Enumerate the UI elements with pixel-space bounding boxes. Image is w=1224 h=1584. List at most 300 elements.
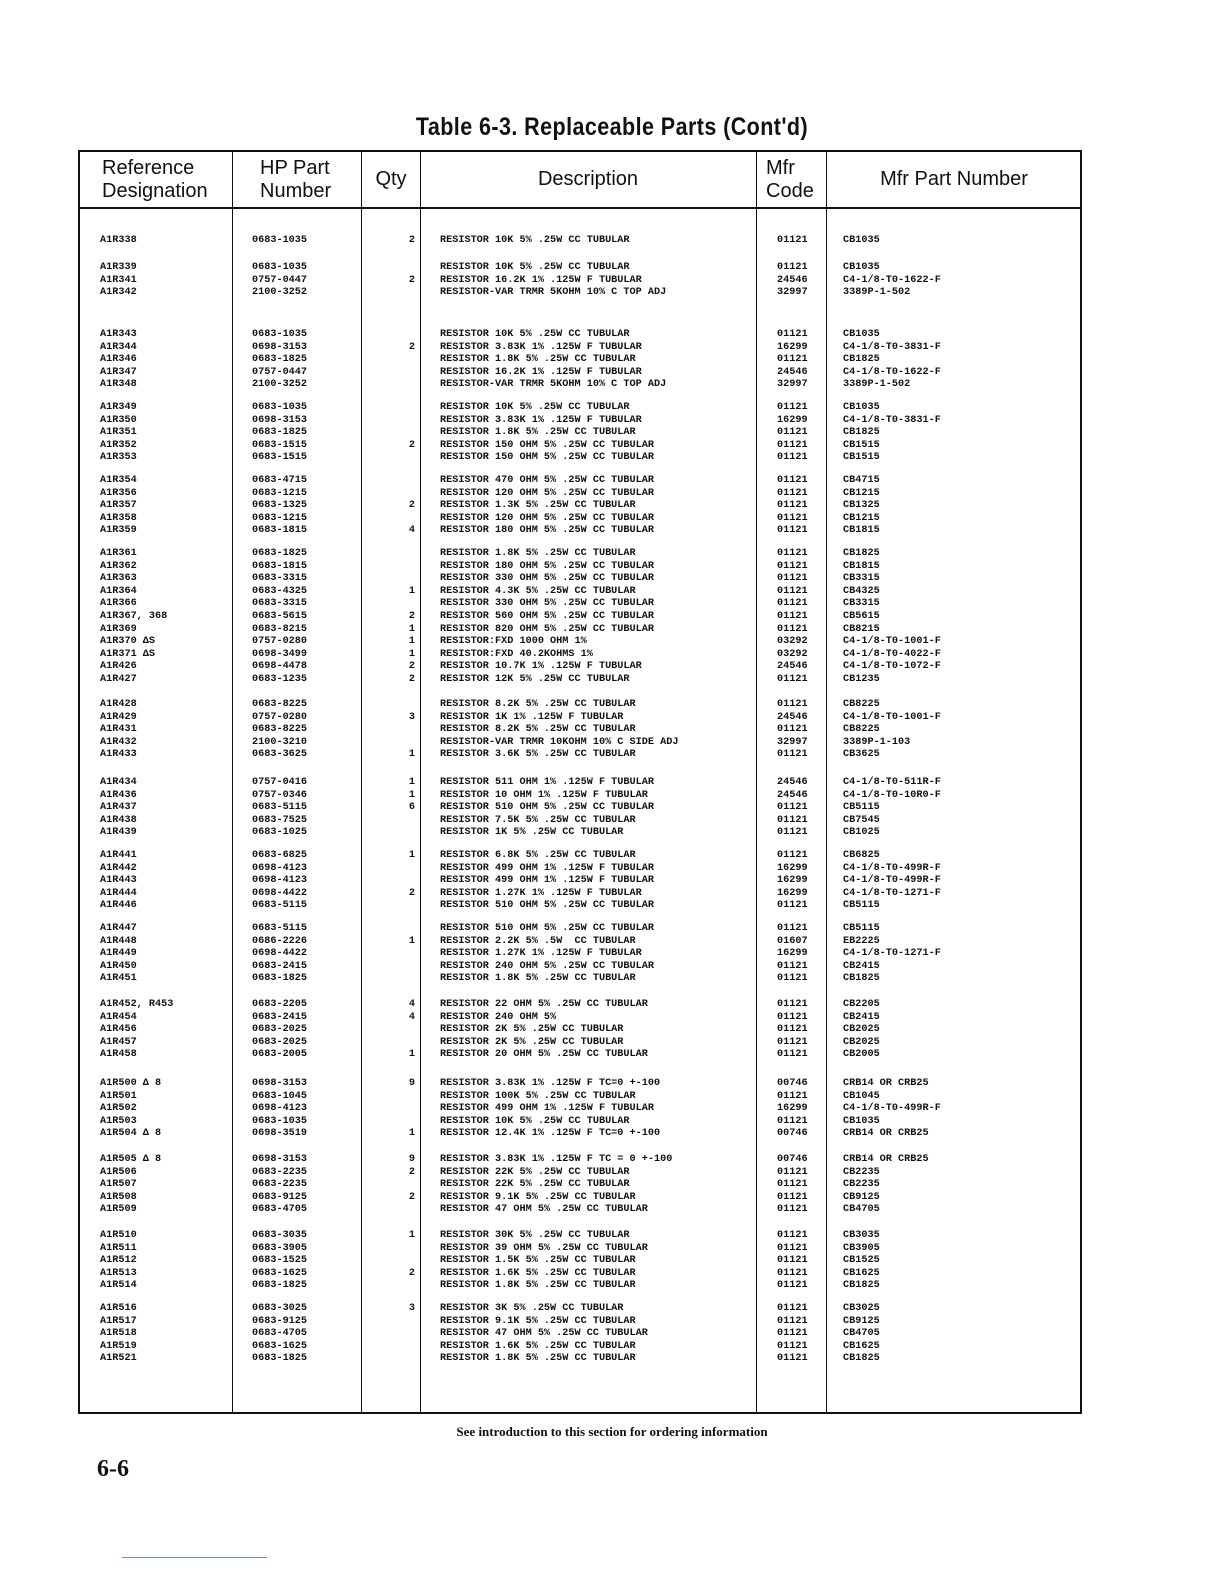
hp-part-number-cell: 0683-2025 bbox=[252, 1024, 308, 1036]
mfr-part-number-cell: CB1525 bbox=[843, 1255, 880, 1267]
quantity-cell: 4 bbox=[408, 525, 415, 537]
hp-part-number-cell: 0683-3315 bbox=[252, 573, 308, 585]
reference-designation-cell: A1R338 bbox=[100, 235, 137, 246]
mfr-code-cell: 01121 bbox=[777, 548, 808, 559]
reference-designation-cell: A1R519 bbox=[100, 1340, 137, 1352]
reference-designation-cell: A1R516 bbox=[100, 1303, 137, 1314]
quantity-cell: 1 bbox=[408, 777, 415, 788]
mfr-code-cell: 01121 bbox=[777, 623, 808, 635]
reference-designation-cell: A1R367, 368 bbox=[100, 610, 168, 622]
description-cell: RESISTOR 4.3K 5% .25W CC TUBULAR bbox=[440, 585, 636, 597]
description-cell: RESISTOR 1.6K 5% .25W CC TUBULAR bbox=[440, 1340, 636, 1352]
reference-designation-cell: A1R454 bbox=[100, 1011, 137, 1023]
reference-designation-cell: A1R505 Δ 8 bbox=[100, 1154, 162, 1165]
description-cell: RESISTOR 8.2K 5% .25W CC TUBULAR bbox=[440, 724, 636, 736]
description-cell: RESISTOR 47 OHM 5% .25W CC TUBULAR bbox=[440, 1204, 648, 1216]
mfr-code-cell: 24546 bbox=[777, 274, 808, 286]
mfr-part-number-cell: C4-1/8-T0-511R-F bbox=[843, 777, 941, 788]
row-group bbox=[80, 1078, 1080, 1141]
mfr-code-cell: 01121 bbox=[777, 1242, 808, 1254]
table-row bbox=[80, 1116, 1080, 1129]
quantity-cell: 4 bbox=[408, 999, 415, 1010]
reference-designation-cell: A1R438 bbox=[100, 814, 137, 826]
mfr-code-cell: 01121 bbox=[777, 1049, 808, 1061]
hp-part-number-cell: 0683-2005 bbox=[252, 1049, 308, 1061]
mfr-part-number-cell: CB3625 bbox=[843, 749, 880, 761]
mfr-code-cell: 01121 bbox=[777, 487, 808, 499]
reference-designation-cell: A1R370 ΔS bbox=[100, 636, 156, 648]
description-cell: RESISTOR 510 OHM 5% .25W CC TUBULAR bbox=[440, 923, 654, 934]
mfr-code-cell: 01121 bbox=[777, 900, 808, 912]
mfr-part-number-cell: CB1515 bbox=[843, 452, 880, 464]
reference-designation-cell: A1R441 bbox=[100, 850, 137, 861]
quantity-cell: 2 bbox=[408, 1191, 415, 1203]
mfr-part-number-cell: CB1045 bbox=[843, 1090, 880, 1102]
mfr-part-number-cell: CB1825 bbox=[843, 1353, 880, 1365]
quantity-cell: 9 bbox=[408, 1154, 415, 1165]
table-row bbox=[80, 1167, 1080, 1180]
table-row bbox=[80, 440, 1080, 453]
table-title: Table 6-3. Replaceable Parts (Cont'd) bbox=[415, 113, 809, 141]
mfr-code-cell: 01121 bbox=[777, 525, 808, 537]
hp-part-number-cell: 0757-0447 bbox=[252, 366, 308, 378]
mfr-part-number-cell: CB1825 bbox=[843, 548, 880, 559]
description-cell: RESISTOR 820 OHM 5% .25W CC TUBULAR bbox=[440, 623, 654, 635]
mfr-part-number-cell: C4-1/8-T0-1001-F bbox=[843, 711, 941, 723]
hp-part-number-cell: 0698-4478 bbox=[252, 661, 308, 673]
mfr-part-number-cell: CRB14 OR CRB25 bbox=[843, 1078, 929, 1089]
mfr-code-cell: 01121 bbox=[777, 1115, 808, 1127]
quantity-cell: 2 bbox=[408, 439, 415, 451]
quantity-cell: 2 bbox=[408, 1166, 415, 1178]
mfr-part-number-cell: C4-1/8-T0-1622-F bbox=[843, 274, 941, 286]
table-row bbox=[80, 367, 1080, 380]
mfr-part-number-cell: CB1825 bbox=[843, 427, 880, 439]
hp-part-number-cell: 0683-1825 bbox=[252, 354, 308, 366]
description-cell: RESISTOR 10K 5% .25W CC TUBULAR bbox=[440, 235, 630, 246]
table-row bbox=[80, 961, 1080, 974]
mfr-code-cell: 01121 bbox=[777, 1328, 808, 1340]
mfr-part-number-cell: C4-1/8-T0-499R-F bbox=[843, 875, 941, 887]
mfr-part-number-cell: 3389P-1-502 bbox=[843, 287, 911, 299]
mfr-code-cell: 24546 bbox=[777, 661, 808, 673]
hp-part-number-cell: 0757-0280 bbox=[252, 711, 308, 723]
description-cell: RESISTOR 1K 1% .125W F TUBULAR bbox=[440, 711, 624, 723]
table-row bbox=[80, 624, 1080, 637]
table-row bbox=[80, 275, 1080, 288]
hp-part-number-cell: 0683-4705 bbox=[252, 1204, 308, 1216]
mfr-code-cell: 01121 bbox=[777, 1191, 808, 1203]
table-row bbox=[80, 379, 1080, 392]
hp-part-number-cell: 0698-4123 bbox=[252, 862, 308, 874]
table-row bbox=[80, 1204, 1080, 1217]
reference-designation-cell: A1R507 bbox=[100, 1179, 137, 1191]
mfr-code-cell: 01121 bbox=[777, 512, 808, 524]
table-row bbox=[80, 815, 1080, 828]
reference-designation-cell: A1R428 bbox=[100, 699, 137, 710]
reference-designation-cell: A1R339 bbox=[100, 262, 137, 273]
header-qty: Qty bbox=[375, 168, 407, 190]
mfr-part-number-cell: CB1815 bbox=[843, 525, 880, 537]
description-cell: RESISTOR 1.8K 5% .25W CC TUBULAR bbox=[440, 427, 636, 439]
header-description: Description bbox=[537, 168, 639, 190]
table-row bbox=[80, 329, 1080, 342]
mfr-code-cell: 01121 bbox=[777, 573, 808, 585]
mfr-part-number-cell: CB2005 bbox=[843, 1049, 880, 1061]
reference-designation-cell: A1R432 bbox=[100, 736, 137, 748]
description-cell: RESISTOR 20 OHM 5% .25W CC TUBULAR bbox=[440, 1049, 648, 1061]
mfr-code-cell: 01121 bbox=[777, 827, 808, 839]
hp-part-number-cell: 0683-1515 bbox=[252, 439, 308, 451]
quantity-cell: 1 bbox=[408, 749, 415, 761]
reference-designation-cell: A1R433 bbox=[100, 749, 137, 761]
reference-designation-cell: A1R434 bbox=[100, 777, 137, 788]
mfr-part-number-cell: CB1325 bbox=[843, 500, 880, 512]
mfr-code-cell: 01121 bbox=[777, 1011, 808, 1023]
mfr-code-cell: 16299 bbox=[777, 875, 808, 887]
hp-part-number-cell: 0683-3315 bbox=[252, 598, 308, 610]
mfr-part-number-cell: CB1825 bbox=[843, 973, 880, 985]
reference-designation-cell: A1R359 bbox=[100, 525, 137, 537]
mfr-code-cell: 01121 bbox=[777, 673, 808, 685]
reference-designation-cell: A1R446 bbox=[100, 900, 137, 912]
hp-part-number-cell: 0683-3625 bbox=[252, 749, 308, 761]
description-cell: RESISTOR 9.1K 5% .25W CC TUBULAR bbox=[440, 1191, 636, 1203]
table-row bbox=[80, 1128, 1080, 1141]
table-row bbox=[80, 475, 1080, 488]
mfr-part-number-cell: CB3315 bbox=[843, 598, 880, 610]
reference-designation-cell: A1R513 bbox=[100, 1267, 137, 1279]
mfr-part-number-cell: CB5115 bbox=[843, 900, 880, 912]
hp-part-number-cell: 0683-8225 bbox=[252, 724, 308, 736]
mfr-code-cell: 01121 bbox=[777, 1303, 808, 1314]
table-row bbox=[80, 1255, 1080, 1268]
description-cell: RESISTOR 1.27K 1% .125W F TUBULAR bbox=[440, 887, 642, 899]
table-row bbox=[80, 1012, 1080, 1025]
description-cell: RESISTOR 3K 5% .25W CC TUBULAR bbox=[440, 1303, 624, 1314]
mfr-part-number-cell: CB1625 bbox=[843, 1267, 880, 1279]
mfr-part-number-cell: CB2415 bbox=[843, 960, 880, 972]
mfr-part-number-cell: CB1035 bbox=[843, 329, 880, 340]
mfr-part-number-cell: C4-1/8-T0-1072-F bbox=[843, 661, 941, 673]
table-row bbox=[80, 573, 1080, 586]
hp-part-number-cell: 0683-8215 bbox=[252, 623, 308, 635]
reference-designation-cell: A1R350 bbox=[100, 414, 137, 426]
mfr-code-cell: 24546 bbox=[777, 366, 808, 378]
description-cell: RESISTOR 1.5K 5% .25W CC TUBULAR bbox=[440, 1255, 636, 1267]
mfr-part-number-cell: CB2205 bbox=[843, 999, 880, 1010]
mfr-code-cell: 16299 bbox=[777, 887, 808, 899]
hp-part-number-cell: 0683-1625 bbox=[252, 1340, 308, 1352]
hp-part-number-cell: 0683-5115 bbox=[252, 923, 308, 934]
reference-designation-cell: A1R514 bbox=[100, 1280, 137, 1292]
table-row bbox=[80, 999, 1080, 1012]
table-row bbox=[80, 1024, 1080, 1037]
hp-part-number-cell: 0683-1825 bbox=[252, 973, 308, 985]
quantity-cell: 3 bbox=[408, 1303, 415, 1314]
mfr-code-cell: 01121 bbox=[777, 1255, 808, 1267]
table-row bbox=[80, 354, 1080, 367]
row-group bbox=[80, 923, 1080, 986]
row-group bbox=[80, 262, 1080, 300]
reference-designation-cell: A1R358 bbox=[100, 512, 137, 524]
table-row bbox=[80, 948, 1080, 961]
reference-designation-cell: A1R351 bbox=[100, 427, 137, 439]
description-cell: RESISTOR 6.8K 5% .25W CC TUBULAR bbox=[440, 850, 636, 861]
mfr-part-number-cell: CB9125 bbox=[843, 1191, 880, 1203]
description-cell: RESISTOR:FXD 1000 OHM 1% bbox=[440, 636, 587, 648]
description-cell: RESISTOR 3.83K 1% .125W F TUBULAR bbox=[440, 414, 642, 426]
mfr-code-cell: 32997 bbox=[777, 379, 808, 391]
quantity-cell: 2 bbox=[408, 500, 415, 512]
reference-designation-cell: A1R431 bbox=[100, 724, 137, 736]
mfr-code-cell: 01121 bbox=[777, 427, 808, 439]
table-row bbox=[80, 1328, 1080, 1341]
mfr-code-cell: 01121 bbox=[777, 1090, 808, 1102]
description-cell: RESISTOR 9.1K 5% .25W CC TUBULAR bbox=[440, 1315, 636, 1327]
mfr-part-number-cell: CB1825 bbox=[843, 1280, 880, 1292]
hp-part-number-cell: 0757-0416 bbox=[252, 777, 308, 788]
mfr-part-number-cell: CB1825 bbox=[843, 354, 880, 366]
mfr-part-number-cell: CB1035 bbox=[843, 402, 880, 413]
description-cell: RESISTOR 1.3K 5% .25W CC TUBULAR bbox=[440, 500, 636, 512]
hp-part-number-cell: 0683-1525 bbox=[252, 1255, 308, 1267]
hp-part-number-cell: 0683-2205 bbox=[252, 999, 308, 1010]
description-cell: RESISTOR 16.2K 1% .125W F TUBULAR bbox=[440, 274, 642, 286]
description-cell: RESISTOR 510 OHM 5% .25W CC TUBULAR bbox=[440, 802, 654, 814]
mfr-code-cell: 01121 bbox=[777, 960, 808, 972]
hp-part-number-cell: 0683-1825 bbox=[252, 427, 308, 439]
description-cell: RESISTOR 10K 5% .25W CC TUBULAR bbox=[440, 402, 630, 413]
hp-part-number-cell: 0698-4422 bbox=[252, 887, 308, 899]
mfr-part-number-cell: CB4705 bbox=[843, 1204, 880, 1216]
hp-part-number-cell: 0683-9125 bbox=[252, 1315, 308, 1327]
quantity-cell: 1 bbox=[408, 585, 415, 597]
description-cell: RESISTOR 10.7K 1% .125W F TUBULAR bbox=[440, 661, 642, 673]
mfr-code-cell: 01121 bbox=[777, 1036, 808, 1048]
description-cell: RESISTOR-VAR TRMR 10KOHM 10% C SIDE ADJ bbox=[440, 736, 679, 748]
hp-part-number-cell: 0683-1035 bbox=[252, 402, 308, 413]
mfr-part-number-cell: CB3025 bbox=[843, 1303, 880, 1314]
description-cell: RESISTOR 3.83K 1% .125W F TC=0 +-100 bbox=[440, 1078, 661, 1089]
description-cell: RESISTOR 499 OHM 1% .125W F TUBULAR bbox=[440, 875, 654, 887]
description-cell: RESISTOR 22 OHM 5% .25W CC TUBULAR bbox=[440, 999, 648, 1010]
reference-designation-cell: A1R429 bbox=[100, 711, 137, 723]
row-group bbox=[80, 402, 1080, 465]
table-row bbox=[80, 724, 1080, 737]
reference-designation-cell: A1R349 bbox=[100, 402, 137, 413]
reference-designation-cell: A1R343 bbox=[100, 329, 137, 340]
page-edge-line bbox=[122, 1557, 267, 1558]
reference-designation-cell: A1R363 bbox=[100, 573, 137, 585]
table-row bbox=[80, 586, 1080, 599]
mfr-code-cell: 01121 bbox=[777, 724, 808, 736]
quantity-cell: 2 bbox=[408, 1267, 415, 1279]
hp-part-number-cell: 0683-4325 bbox=[252, 585, 308, 597]
quantity-cell: 1 bbox=[408, 636, 415, 648]
table-row bbox=[80, 1243, 1080, 1256]
mfr-part-number-cell: CB2235 bbox=[843, 1166, 880, 1178]
description-cell: RESISTOR 511 OHM 1% .125W F TUBULAR bbox=[440, 777, 654, 788]
mfr-code-cell: 01121 bbox=[777, 1024, 808, 1036]
table-row bbox=[80, 1303, 1080, 1316]
reference-designation-cell: A1R348 bbox=[100, 379, 137, 391]
table-row bbox=[80, 452, 1080, 465]
quantity-cell: 4 bbox=[408, 1011, 415, 1023]
table-row bbox=[80, 1179, 1080, 1192]
mfr-part-number-cell: C4-1/8-T0-3831-F bbox=[843, 341, 941, 353]
hp-part-number-cell: 0683-1815 bbox=[252, 525, 308, 537]
description-cell: RESISTOR 510 OHM 5% .25W CC TUBULAR bbox=[440, 900, 654, 912]
quantity-cell: 2 bbox=[408, 235, 415, 246]
mfr-code-cell: 01121 bbox=[777, 1230, 808, 1241]
quantity-cell: 2 bbox=[408, 610, 415, 622]
description-cell: RESISTOR 2K 5% .25W CC TUBULAR bbox=[440, 1024, 624, 1036]
hp-part-number-cell: 0683-8225 bbox=[252, 699, 308, 710]
mfr-code-cell: 01121 bbox=[777, 1340, 808, 1352]
description-cell: RESISTOR 8.2K 5% .25W CC TUBULAR bbox=[440, 699, 636, 710]
quantity-cell: 2 bbox=[408, 887, 415, 899]
mfr-code-cell: 01121 bbox=[777, 1204, 808, 1216]
hp-part-number-cell: 0683-1045 bbox=[252, 1090, 308, 1102]
reference-designation-cell: A1R508 bbox=[100, 1191, 137, 1203]
table-row bbox=[80, 488, 1080, 501]
description-cell: RESISTOR 560 OHM 5% .25W CC TUBULAR bbox=[440, 610, 654, 622]
reference-designation-cell: A1R457 bbox=[100, 1036, 137, 1048]
hp-part-number-cell: 0683-2415 bbox=[252, 1011, 308, 1023]
hp-part-number-cell: 0683-5115 bbox=[252, 900, 308, 912]
reference-designation-cell: A1R449 bbox=[100, 948, 137, 960]
reference-designation-cell: A1R361 bbox=[100, 548, 137, 559]
mfr-code-cell: 03292 bbox=[777, 636, 808, 648]
mfr-part-number-cell: CB4715 bbox=[843, 475, 880, 486]
table-row bbox=[80, 936, 1080, 949]
hp-part-number-cell: 0683-1625 bbox=[252, 1267, 308, 1279]
hp-part-number-cell: 2100-3252 bbox=[252, 287, 308, 299]
table-row bbox=[80, 1049, 1080, 1062]
mfr-code-cell: 00746 bbox=[777, 1078, 808, 1089]
mfr-part-number-cell: CB3315 bbox=[843, 573, 880, 585]
hp-part-number-cell: 2100-3252 bbox=[252, 379, 308, 391]
hp-part-number-cell: 0683-2235 bbox=[252, 1166, 308, 1178]
description-cell: RESISTOR 39 OHM 5% .25W CC TUBULAR bbox=[440, 1242, 648, 1254]
mfr-code-cell: 01121 bbox=[777, 802, 808, 814]
hp-part-number-cell: 0698-3519 bbox=[252, 1128, 308, 1140]
table-row bbox=[80, 427, 1080, 440]
hp-part-number-cell: 0683-2025 bbox=[252, 1036, 308, 1048]
mfr-part-number-cell: C4-1/8-T0-1271-F bbox=[843, 887, 941, 899]
row-group bbox=[80, 235, 1080, 248]
hp-part-number-cell: 0683-1235 bbox=[252, 673, 308, 685]
hp-part-number-cell: 0757-0447 bbox=[252, 274, 308, 286]
table-row bbox=[80, 1353, 1080, 1366]
hp-part-number-cell: 0698-3153 bbox=[252, 341, 308, 353]
mfr-code-cell: 16299 bbox=[777, 862, 808, 874]
reference-designation-cell: A1R521 bbox=[100, 1353, 137, 1365]
quantity-cell: 2 bbox=[408, 274, 415, 286]
hp-part-number-cell: 0683-3025 bbox=[252, 1303, 308, 1314]
mfr-code-cell: 01121 bbox=[777, 1353, 808, 1365]
hp-part-number-cell: 0683-7525 bbox=[252, 814, 308, 826]
mfr-code-cell: 16299 bbox=[777, 414, 808, 426]
mfr-code-cell: 01121 bbox=[777, 452, 808, 464]
row-group bbox=[80, 777, 1080, 840]
reference-designation-cell: A1R439 bbox=[100, 827, 137, 839]
description-cell: RESISTOR 150 OHM 5% .25W CC TUBULAR bbox=[440, 452, 654, 464]
reference-designation-cell: A1R447 bbox=[100, 923, 137, 934]
mfr-code-cell: 01121 bbox=[777, 262, 808, 273]
description-cell: RESISTOR 1.8K 5% .25W CC TUBULAR bbox=[440, 548, 636, 559]
table-row bbox=[80, 561, 1080, 574]
mfr-code-cell: 16299 bbox=[777, 948, 808, 960]
description-cell: RESISTOR 10K 5% .25W CC TUBULAR bbox=[440, 329, 630, 340]
mfr-part-number-cell: CB1515 bbox=[843, 439, 880, 451]
reference-designation-cell: A1R511 bbox=[100, 1242, 137, 1254]
reference-designation-cell: A1R371 ΔS bbox=[100, 648, 156, 660]
mfr-code-cell: 01121 bbox=[777, 923, 808, 934]
reference-designation-cell: A1R512 bbox=[100, 1255, 137, 1267]
page-number: 6-6 bbox=[97, 1456, 129, 1482]
table-row bbox=[80, 1091, 1080, 1104]
quantity-cell: 1 bbox=[408, 623, 415, 635]
description-cell: RESISTOR 22K 5% .25W CC TUBULAR bbox=[440, 1166, 630, 1178]
mfr-code-cell: 01121 bbox=[777, 999, 808, 1010]
quantity-cell: 1 bbox=[408, 789, 415, 801]
mfr-part-number-cell: CB3035 bbox=[843, 1230, 880, 1241]
quantity-cell: 6 bbox=[408, 802, 415, 814]
hp-part-number-cell: 0757-0280 bbox=[252, 636, 308, 648]
description-cell: RESISTOR 330 OHM 5% .25W CC TUBULAR bbox=[440, 573, 654, 585]
reference-designation-cell: A1R450 bbox=[100, 960, 137, 972]
mfr-code-cell: 01121 bbox=[777, 598, 808, 610]
hp-part-number-cell: 0683-1035 bbox=[252, 262, 308, 273]
header-mfr-code: Mfr Code bbox=[766, 156, 814, 202]
table-row bbox=[80, 661, 1080, 674]
mfr-code-cell: 16299 bbox=[777, 341, 808, 353]
reference-designation-cell: A1R427 bbox=[100, 673, 137, 685]
table-row bbox=[80, 262, 1080, 275]
header-reference-designation: Reference Designation bbox=[102, 156, 208, 202]
reference-designation-cell: A1R504 Δ 8 bbox=[100, 1128, 162, 1140]
description-cell: RESISTOR 120 OHM 5% .25W CC TUBULAR bbox=[440, 512, 654, 524]
hp-part-number-cell: 0683-3905 bbox=[252, 1242, 308, 1254]
hp-part-number-cell: 0698-3153 bbox=[252, 1078, 308, 1089]
hp-part-number-cell: 0683-2235 bbox=[252, 1179, 308, 1191]
mfr-part-number-cell: 3389P-1-502 bbox=[843, 379, 911, 391]
mfr-code-cell: 01121 bbox=[777, 402, 808, 413]
table-row bbox=[80, 415, 1080, 428]
mfr-code-cell: 01121 bbox=[777, 973, 808, 985]
row-group bbox=[80, 475, 1080, 538]
mfr-part-number-cell: CB1035 bbox=[843, 235, 880, 246]
table-row bbox=[80, 802, 1080, 815]
row-group bbox=[80, 1154, 1080, 1217]
mfr-part-number-cell: CB8225 bbox=[843, 724, 880, 736]
row-group bbox=[80, 850, 1080, 913]
description-cell: RESISTOR 100K 5% .25W CC TUBULAR bbox=[440, 1090, 636, 1102]
mfr-part-number-cell: CB1625 bbox=[843, 1340, 880, 1352]
reference-designation-cell: A1R341 bbox=[100, 274, 137, 286]
hp-part-number-cell: 0683-2415 bbox=[252, 960, 308, 972]
mfr-code-cell: 01121 bbox=[777, 1166, 808, 1178]
mfr-code-cell: 03292 bbox=[777, 648, 808, 660]
table-row bbox=[80, 1103, 1080, 1116]
table-row bbox=[80, 888, 1080, 901]
reference-designation-cell: A1R442 bbox=[100, 862, 137, 874]
reference-designation-cell: A1R354 bbox=[100, 475, 137, 486]
description-cell: RESISTOR 180 OHM 5% .25W CC TUBULAR bbox=[440, 560, 654, 572]
table-row bbox=[80, 649, 1080, 662]
